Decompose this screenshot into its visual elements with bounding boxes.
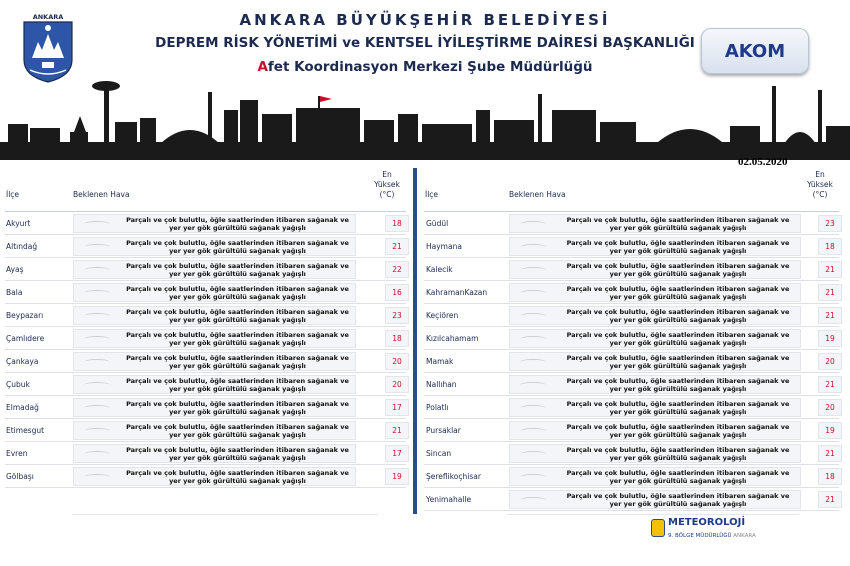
ilce-name: Sincan xyxy=(426,449,452,458)
forecast-cell xyxy=(73,283,356,302)
forecast-text: Parçalı ve çok bulutlu, öğle saatlerinden itibaren sağanak ve yer yer gök gürültülü sağanak yağışlı xyxy=(126,285,349,301)
ilce-name: Kalecik xyxy=(426,265,453,274)
table-row xyxy=(424,373,839,396)
cloud-icon xyxy=(84,474,110,480)
divider-line xyxy=(72,514,378,515)
max-temperature: 18 xyxy=(818,468,842,485)
cloud-icon xyxy=(84,382,110,388)
table-row xyxy=(5,350,406,373)
table-row xyxy=(5,327,406,350)
ilce-name: KahramanKazan xyxy=(426,288,488,297)
forecast-text: Parçalı ve çok bulutlu, öğle saatlerinden itibaren sağanak ve yer yer gök gürültülü sağanak yağışlı xyxy=(566,492,790,508)
max-temperature: 16 xyxy=(385,284,409,301)
forecast-cell xyxy=(73,467,356,486)
ilce-name: Mamak xyxy=(426,357,454,366)
table-header xyxy=(424,168,839,212)
ilce-name: Elmadağ xyxy=(6,403,39,412)
ilce-name: Bala xyxy=(6,288,23,297)
forecast-cell xyxy=(509,306,801,325)
table-row xyxy=(5,258,406,281)
forecast-cell xyxy=(73,444,356,463)
forecast-text: Parçalı ve çok bulutlu, öğle saatlerinden itibaren sağanak ve yer yer gök gürültülü sağanak yağışlı xyxy=(566,262,790,278)
table-row xyxy=(424,235,839,258)
ilce-name: Çubuk xyxy=(6,380,30,389)
forecast-cell xyxy=(509,398,801,417)
table-row xyxy=(424,327,839,350)
forecast-text: Parçalı ve çok bulutlu, öğle saatlerinden itibaren sağanak ve yer yer gök gürültülü sağanak yağışlı xyxy=(126,262,349,278)
forecast-text: Parçalı ve çok bulutlu, öğle saatlerinden itibaren sağanak ve yer yer gök gürültülü sağanak yağışlı xyxy=(566,216,790,232)
forecast-cell xyxy=(509,444,801,463)
header-beklenen-hava: Beklenen Hava xyxy=(73,190,130,199)
cloud-icon xyxy=(520,290,546,296)
forecast-text: Parçalı ve çok bulutlu, öğle saatlerinden itibaren sağanak ve yer yer gök gürültülü sağanak yağışlı xyxy=(126,308,349,324)
forecast-text: Parçalı ve çok bulutlu, öğle saatlerinden itibaren sağanak ve yer yer gök gürültülü sağanak yağışlı xyxy=(566,239,790,255)
forecast-cell xyxy=(73,260,356,279)
cloud-icon xyxy=(84,267,110,273)
forecast-cell xyxy=(509,237,801,256)
cloud-icon xyxy=(520,313,546,319)
table-body xyxy=(424,212,839,511)
forecast-cell xyxy=(509,352,801,371)
ilce-name: Keçiören xyxy=(426,311,459,320)
forecast-cell xyxy=(73,214,356,233)
forecast-cell xyxy=(73,306,356,325)
cloud-icon xyxy=(84,290,110,296)
forecast-cell xyxy=(73,398,356,417)
ilce-name: Beypazarı xyxy=(6,311,44,320)
table-row xyxy=(5,442,406,465)
table-header xyxy=(5,168,406,212)
ilce-name: Şereflikoçhisar xyxy=(426,472,481,481)
meteoroloji-subtitle xyxy=(668,533,756,539)
cloud-icon xyxy=(84,221,110,227)
cloud-icon xyxy=(520,428,546,434)
cloud-icon xyxy=(520,336,546,342)
forecast-text: Parçalı ve çok bulutlu, öğle saatlerinden itibaren sağanak ve yer yer gök gürültülü sağanak yağışlı xyxy=(566,469,790,485)
forecast-cell xyxy=(73,421,356,440)
forecast-cell xyxy=(509,490,801,509)
max-temperature: 20 xyxy=(385,376,409,393)
max-temperature: 21 xyxy=(385,238,409,255)
max-temperature: 18 xyxy=(385,330,409,347)
header-ilce: İlçe xyxy=(6,190,20,199)
table-row xyxy=(424,396,839,419)
header-ilce: İlçe xyxy=(425,190,439,199)
max-temperature: 17 xyxy=(385,399,409,416)
forecast-text: Parçalı ve çok bulutlu, öğle saatlerinden itibaren sağanak ve yer yer gök gürültülü sağanak yağışlı xyxy=(126,469,349,485)
max-temperature: 19 xyxy=(818,330,842,347)
ilce-name: Pursaklar xyxy=(426,426,461,435)
table-row xyxy=(424,488,839,511)
cloud-icon xyxy=(84,428,110,434)
cloud-icon xyxy=(84,405,110,411)
max-temperature: 23 xyxy=(385,307,409,324)
title-unit-initial: A xyxy=(257,59,268,75)
forecast-text: Parçalı ve çok bulutlu, öğle saatlerinden itibaren sağanak ve yer yer gök gürültülü sağanak yağışlı xyxy=(566,423,790,439)
header-en-yuksek: En Yüksek (°C) xyxy=(374,170,400,199)
max-temperature: 21 xyxy=(818,491,842,508)
max-temperature: 23 xyxy=(818,215,842,232)
cloud-icon xyxy=(520,221,546,227)
table-row xyxy=(424,442,839,465)
forecast-cell xyxy=(73,329,356,348)
forecast-text: Parçalı ve çok bulutlu, öğle saatlerinden itibaren sağanak ve yer yer gök gürültülü sağanak yağışlı xyxy=(566,285,790,301)
forecast-text: Parçalı ve çok bulutlu, öğle saatlerinden itibaren sağanak ve yer yer gök gürültülü sağanak yağışlı xyxy=(566,377,790,393)
max-temperature: 21 xyxy=(385,422,409,439)
ilce-name: Ayaş xyxy=(6,265,24,274)
column-divider xyxy=(413,168,417,514)
cloud-icon xyxy=(520,474,546,480)
ilce-name: Altındağ xyxy=(6,242,38,251)
table-row xyxy=(5,419,406,442)
table-row xyxy=(424,465,839,488)
table-row xyxy=(5,235,406,258)
max-temperature: 21 xyxy=(818,307,842,324)
cloud-icon xyxy=(84,313,110,319)
ilce-name: Nallıhan xyxy=(426,380,457,389)
forecast-text: Parçalı ve çok bulutlu, öğle saatlerinden itibaren sağanak ve yer yer gök gürültülü sağanak yağışlı xyxy=(566,446,790,462)
forecast-cell xyxy=(73,375,356,394)
meteoroloji-region: 9. BÖLGE MÜDÜRLÜĞÜ xyxy=(668,533,732,539)
forecast-cell xyxy=(509,283,801,302)
forecast-text: Parçalı ve çok bulutlu, öğle saatlerinden itibaren sağanak ve yer yer gök gürültülü sağanak yağışlı xyxy=(126,400,349,416)
forecast-text: Parçalı ve çok bulutlu, öğle saatlerinden itibaren sağanak ve yer yer gök gürültülü sağanak yağışlı xyxy=(126,423,349,439)
forecast-table-left xyxy=(5,168,406,488)
akom-badge: AKOM xyxy=(701,28,809,74)
forecast-cell xyxy=(509,421,801,440)
forecast-text: Parçalı ve çok bulutlu, öğle saatlerinden itibaren sağanak ve yer yer gök gürültülü sağanak yağışlı xyxy=(126,446,349,462)
cloud-icon xyxy=(520,451,546,457)
max-temperature: 18 xyxy=(818,238,842,255)
max-temperature: 21 xyxy=(818,376,842,393)
table-row xyxy=(5,212,406,235)
table-row xyxy=(5,304,406,327)
table-row xyxy=(424,281,839,304)
cloud-icon xyxy=(520,244,546,250)
cloud-icon xyxy=(520,497,546,503)
max-temperature: 20 xyxy=(818,399,842,416)
table-row xyxy=(424,212,839,235)
meteoroloji-badge-icon xyxy=(651,519,665,537)
max-temperature: 19 xyxy=(818,422,842,439)
forecast-cell xyxy=(509,375,801,394)
report-date: 02.05.2020 xyxy=(738,156,788,168)
forecast-text: Parçalı ve çok bulutlu, öğle saatlerinden itibaren sağanak ve yer yer gök gürültülü sağanak yağışlı xyxy=(566,400,790,416)
cloud-icon xyxy=(84,451,110,457)
table-row xyxy=(424,258,839,281)
table-row xyxy=(5,373,406,396)
meteoroloji-logo xyxy=(651,517,791,547)
ilce-name: Gölbaşı xyxy=(6,472,34,481)
max-temperature: 19 xyxy=(385,468,409,485)
cloud-icon xyxy=(520,382,546,388)
forecast-text: Parçalı ve çok bulutlu, öğle saatlerinden itibaren sağanak ve yer yer gök gürültülü sağanak yağışlı xyxy=(126,377,349,393)
max-temperature: 21 xyxy=(818,284,842,301)
ilce-name: Polatlı xyxy=(426,403,449,412)
header xyxy=(0,0,850,160)
table-row xyxy=(424,304,839,327)
forecast-text: Parçalı ve çok bulutlu, öğle saatlerinden itibaren sağanak ve yer yer gök gürültülü sağanak yağışlı xyxy=(126,331,349,347)
forecast-table-right xyxy=(424,168,839,511)
forecast-cell xyxy=(73,352,356,371)
cloud-icon xyxy=(84,244,110,250)
forecast-cell xyxy=(73,237,356,256)
ilce-name: Çankaya xyxy=(6,357,39,366)
max-temperature: 17 xyxy=(385,445,409,462)
divider-line xyxy=(507,514,799,515)
forecast-text: Parçalı ve çok bulutlu, öğle saatlerinden itibaren sağanak ve yer yer gök gürültülü sağanak yağışlı xyxy=(566,354,790,370)
cloud-icon xyxy=(520,405,546,411)
ilce-name: Akyurt xyxy=(6,219,31,228)
forecast-text: Parçalı ve çok bulutlu, öğle saatlerinden itibaren sağanak ve yer yer gök gürültülü sağanak yağışlı xyxy=(126,216,349,232)
max-temperature: 20 xyxy=(818,353,842,370)
table-row xyxy=(424,419,839,442)
title-department: DEPREM RİSK YÖNETİMİ ve KENTSEL İYİLEŞTİRME DAİRESİ BAŞKANLIĞI xyxy=(155,35,695,51)
table-row xyxy=(5,396,406,419)
max-temperature: 20 xyxy=(385,353,409,370)
ilce-name: Kızılcahamam xyxy=(426,334,479,343)
title-municipality: ANKARA BÜYÜKŞEHİR BELEDİYESİ xyxy=(239,11,611,29)
ilce-name: Haymana xyxy=(426,242,462,251)
table-row xyxy=(5,465,406,488)
forecast-text: Parçalı ve çok bulutlu, öğle saatlerinden itibaren sağanak ve yer yer gök gürültülü sağanak yağışlı xyxy=(126,354,349,370)
forecast-cell xyxy=(509,214,801,233)
svg-text:ANKARA: ANKARA xyxy=(32,13,64,21)
ilce-name: Güdül xyxy=(426,219,449,228)
meteoroloji-title: METEOROLOJİ xyxy=(668,517,746,528)
cloud-icon xyxy=(84,359,110,365)
forecast-text: Parçalı ve çok bulutlu, öğle saatlerinden itibaren sağanak ve yer yer gök gürültülü sağanak yağışlı xyxy=(566,331,790,347)
cloud-icon xyxy=(520,359,546,365)
city-skyline xyxy=(0,80,850,160)
table-row xyxy=(5,281,406,304)
ilce-name: Etimesgut xyxy=(6,426,45,435)
title-unit-rest: fet Koordinasyon Merkezi Şube Müdürlüğü xyxy=(267,59,593,75)
max-temperature: 18 xyxy=(385,215,409,232)
forecast-cell xyxy=(509,329,801,348)
forecast-cell xyxy=(509,467,801,486)
cloud-icon xyxy=(520,267,546,273)
forecast-cell xyxy=(509,260,801,279)
table-body xyxy=(5,212,406,488)
meteoroloji-city: ANKARA xyxy=(733,533,756,539)
forecast-text: Parçalı ve çok bulutlu, öğle saatlerinden itibaren sağanak ve yer yer gök gürültülü sağanak yağışlı xyxy=(566,308,790,324)
ilce-name: Çamlıdere xyxy=(6,334,45,343)
max-temperature: 21 xyxy=(818,445,842,462)
table-row xyxy=(424,350,839,373)
header-beklenen-hava: Beklenen Hava xyxy=(509,190,566,199)
cloud-icon xyxy=(84,336,110,342)
header-en-yuksek: En Yüksek (°C) xyxy=(807,170,833,199)
max-temperature: 21 xyxy=(818,261,842,278)
forecast-text: Parçalı ve çok bulutlu, öğle saatlerinden itibaren sağanak ve yer yer gök gürültülü sağanak yağışlı xyxy=(126,239,349,255)
max-temperature: 22 xyxy=(385,261,409,278)
ilce-name: Evren xyxy=(6,449,28,458)
ilce-name: Yenimahalle xyxy=(426,495,472,504)
